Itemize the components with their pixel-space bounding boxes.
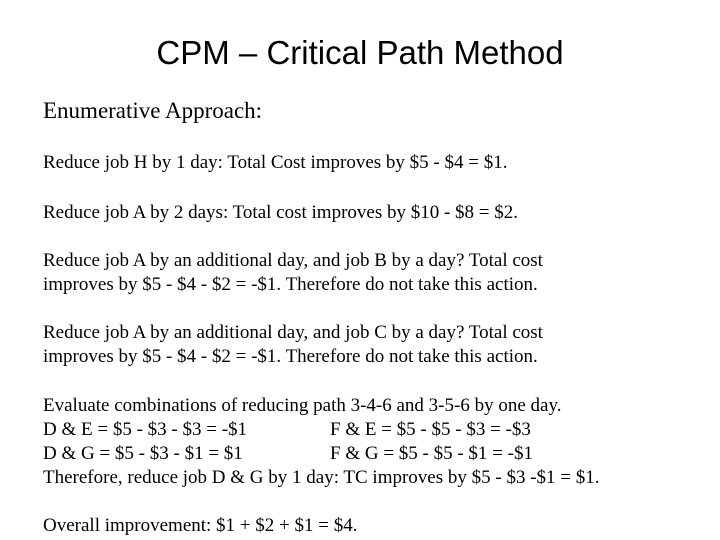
- combo-row: [43, 442, 600, 466]
- page-title: CPM – Critical Path Method: [156, 34, 564, 71]
- text-line: Reduce job A by an additional day, and job B by a day? Total cost: [43, 250, 543, 271]
- text-line: Therefore, reduce job D & G by 1 day: TC improves by $5 - $3 -$1 = $1.: [43, 467, 600, 488]
- text-line: improves by $5 - $4 - $2 = -$1. Therefore do not take this action.: [43, 346, 538, 367]
- text-line: Reduce job A by an additional day, and job C by a day? Total cost: [43, 322, 543, 343]
- combo-row: [43, 418, 600, 442]
- text-line: improves by $5 - $4 - $2 = -$1. Therefore do not take this action.: [43, 274, 538, 295]
- paragraph-combinations: [43, 394, 600, 490]
- subheading: Enumerative Approach:: [43, 98, 263, 123]
- paragraph-reduce-a-b: [43, 249, 543, 297]
- paragraph-reduce-a-c: [43, 321, 543, 369]
- text-line: Overall improvement: $1 + $2 + $1 = $4.: [43, 515, 358, 536]
- text-line: Reduce job H by 1 day: Total Cost improves by $5 - $4 = $1.: [43, 152, 508, 173]
- combo-right: F & G = $5 - $5 - $1 = -$1: [330, 443, 533, 464]
- paragraph-overall: [43, 514, 357, 538]
- combo-left: D & G = $5 - $3 - $1 = $1: [43, 443, 243, 464]
- paragraph-reduce-a: [43, 201, 518, 225]
- text-line: Reduce job A by 2 days: Total cost improves by $10 - $8 = $2.: [43, 202, 519, 223]
- text-line: Evaluate combinations of reducing path 3-4-6 and 3-5-6 by one day.: [43, 395, 562, 416]
- combo-left: D & E = $5 - $3 - $3 = -$1: [43, 419, 248, 440]
- paragraph-reduce-h: [43, 151, 507, 175]
- combo-right: F & E = $5 - $5 - $3 = -$3: [330, 419, 531, 440]
